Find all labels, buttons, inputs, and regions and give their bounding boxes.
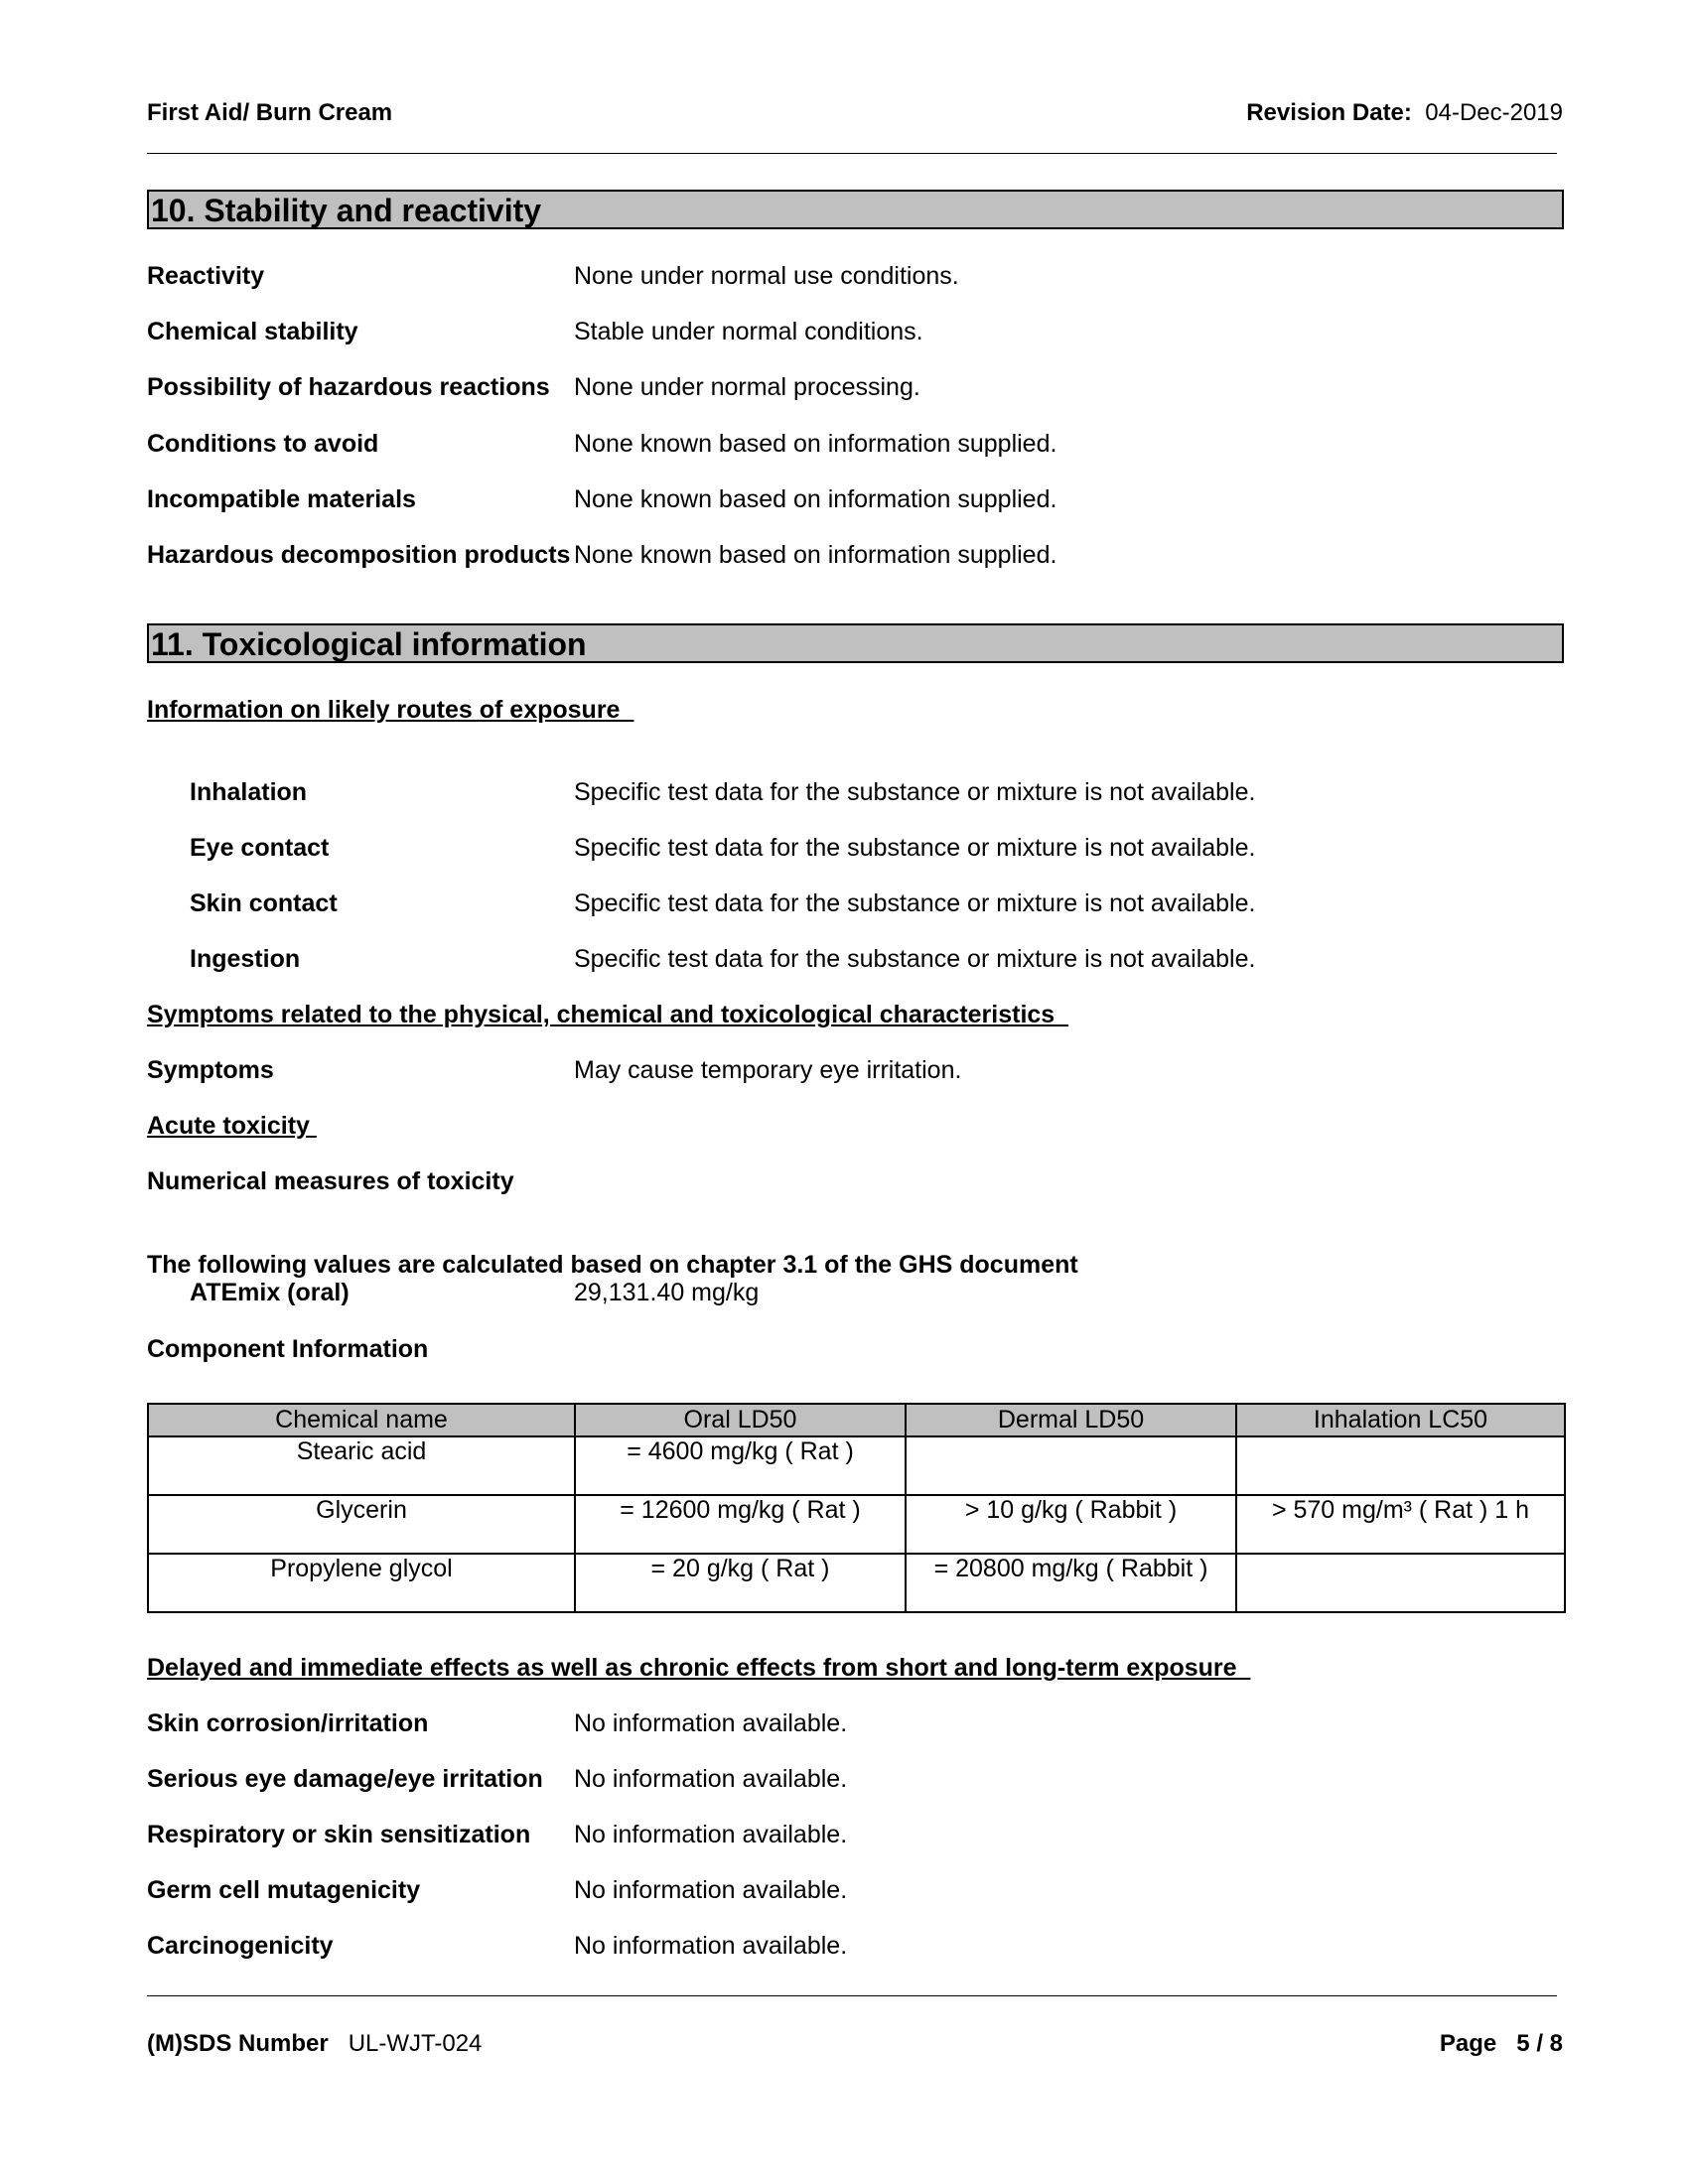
revision-label: Revision Date: — [1246, 99, 1412, 126]
page-label: Page — [1439, 2030, 1497, 2057]
reactivity-label: Reactivity — [147, 262, 265, 290]
chemical-stability-label: Chemical stability — [147, 318, 358, 345]
sds-number — [147, 2030, 482, 2058]
eye-contact-value: Specific test data for the substance or mixture is not available. — [574, 834, 1256, 862]
reactivity-value: None under normal use conditions. — [574, 262, 959, 290]
skin-corrosion-value: No information available. — [574, 1709, 848, 1737]
symptoms-label: Symptoms — [147, 1056, 274, 1084]
symptoms-value: May cause temporary eye irritation. — [574, 1056, 962, 1084]
symptoms-heading: Symptoms related to the physical, chemical and toxicological characteristics — [147, 1001, 1069, 1028]
sds-value: UL-WJT-024 — [348, 2030, 483, 2057]
acute-toxicity-heading: Acute toxicity — [147, 1112, 317, 1140]
cell-dermal-ld50: > 10 g/kg ( Rabbit ) — [906, 1495, 1236, 1554]
ingestion-label: Ingestion — [190, 945, 301, 973]
sds-label: (M)SDS Number — [147, 2030, 329, 2057]
cell-dermal-ld50 — [906, 1436, 1236, 1495]
atemix-label: ATEmix (oral) — [190, 1279, 350, 1306]
cell-oral-ld50: = 12600 mg/kg ( Rat ) — [575, 1495, 906, 1554]
mutagenicity-value: No information available. — [574, 1876, 848, 1904]
eye-contact-label: Eye contact — [190, 834, 330, 862]
component-table — [147, 1403, 1566, 1613]
sensitization-label: Respiratory or skin sensitization — [147, 1821, 531, 1848]
inhalation-label: Inhalation — [190, 778, 308, 806]
sensitization-value: No information available. — [574, 1821, 848, 1848]
cell-dermal-ld50: = 20800 mg/kg ( Rabbit ) — [906, 1554, 1236, 1612]
decomposition-products-value: None known based on information supplied. — [574, 541, 1057, 569]
conditions-to-avoid-value: None known based on information supplied. — [574, 430, 1057, 458]
incompatible-materials-value: None known based on information supplied. — [574, 485, 1057, 513]
col-oral-ld50: Oral LD50 — [575, 1404, 906, 1436]
section-10-header — [147, 190, 1564, 229]
col-chemical-name: Chemical name — [148, 1404, 575, 1436]
hazardous-reactions-value: None under normal processing. — [574, 373, 920, 401]
table-header-row — [148, 1404, 1565, 1436]
calc-note: The following values are calculated based on chapter 3.1 of the GHS document — [147, 1251, 1078, 1279]
mutagenicity-label: Germ cell mutagenicity — [147, 1876, 421, 1904]
carcinogenicity-label: Carcinogenicity — [147, 1932, 334, 1960]
header-rule — [147, 153, 1557, 154]
table-row — [148, 1554, 1565, 1612]
component-heading: Component Information — [147, 1335, 429, 1363]
cell-oral-ld50: = 4600 mg/kg ( Rat ) — [575, 1436, 906, 1495]
skin-contact-value: Specific test data for the substance or mixture is not available. — [574, 889, 1256, 917]
cell-chemical-name: Propylene glycol — [148, 1554, 575, 1612]
numerical-measures-heading: Numerical measures of toxicity — [147, 1167, 514, 1195]
footer-rule — [147, 1995, 1557, 1996]
section-11-header — [147, 623, 1564, 663]
col-dermal-ld50: Dermal LD50 — [906, 1404, 1236, 1436]
table-row — [148, 1436, 1565, 1495]
page-indicator — [1440, 2030, 1563, 2058]
page-number: 5 / 8 — [1516, 2030, 1563, 2057]
cell-oral-ld50: = 20 g/kg ( Rat ) — [575, 1554, 906, 1612]
cell-chemical-name: Stearic acid — [148, 1436, 575, 1495]
cell-chemical-name: Glycerin — [148, 1495, 575, 1554]
cell-inhalation-lc50 — [1236, 1436, 1565, 1495]
skin-corrosion-label: Skin corrosion/irritation — [147, 1709, 429, 1737]
eye-damage-label: Serious eye damage/eye irritation — [147, 1765, 543, 1793]
delayed-effects-heading: Delayed and immediate effects as well as chronic effects from short and long-term exposure — [147, 1654, 1251, 1682]
revision-date — [1246, 99, 1563, 127]
atemix-value: 29,131.40 mg/kg — [574, 1279, 760, 1306]
ingestion-value: Specific test data for the substance or mixture is not available. — [574, 945, 1256, 973]
conditions-to-avoid-label: Conditions to avoid — [147, 430, 379, 458]
chemical-stability-value: Stable under normal conditions. — [574, 318, 923, 345]
cell-inhalation-lc50: > 570 mg/m³ ( Rat ) 1 h — [1236, 1495, 1565, 1554]
col-inhalation-lc50: Inhalation LC50 — [1236, 1404, 1565, 1436]
section-11-title: 11. Toxicological information — [151, 626, 587, 662]
revision-value: 04-Dec-2019 — [1425, 99, 1563, 126]
routes-heading: Information on likely routes of exposure — [147, 696, 634, 724]
decomposition-products-label: Hazardous decomposition products — [147, 541, 571, 569]
skin-contact-label: Skin contact — [190, 889, 338, 917]
inhalation-value: Specific test data for the substance or mixture is not available. — [574, 778, 1256, 806]
eye-damage-value: No information available. — [574, 1765, 848, 1793]
cell-inhalation-lc50 — [1236, 1554, 1565, 1612]
table-row — [148, 1495, 1565, 1554]
hazardous-reactions-label: Possibility of hazardous reactions — [147, 373, 550, 401]
product-name: First Aid/ Burn Cream — [147, 99, 393, 126]
incompatible-materials-label: Incompatible materials — [147, 485, 416, 513]
carcinogenicity-value: No information available. — [574, 1932, 848, 1960]
section-10-title: 10. Stability and reactivity — [151, 193, 542, 228]
